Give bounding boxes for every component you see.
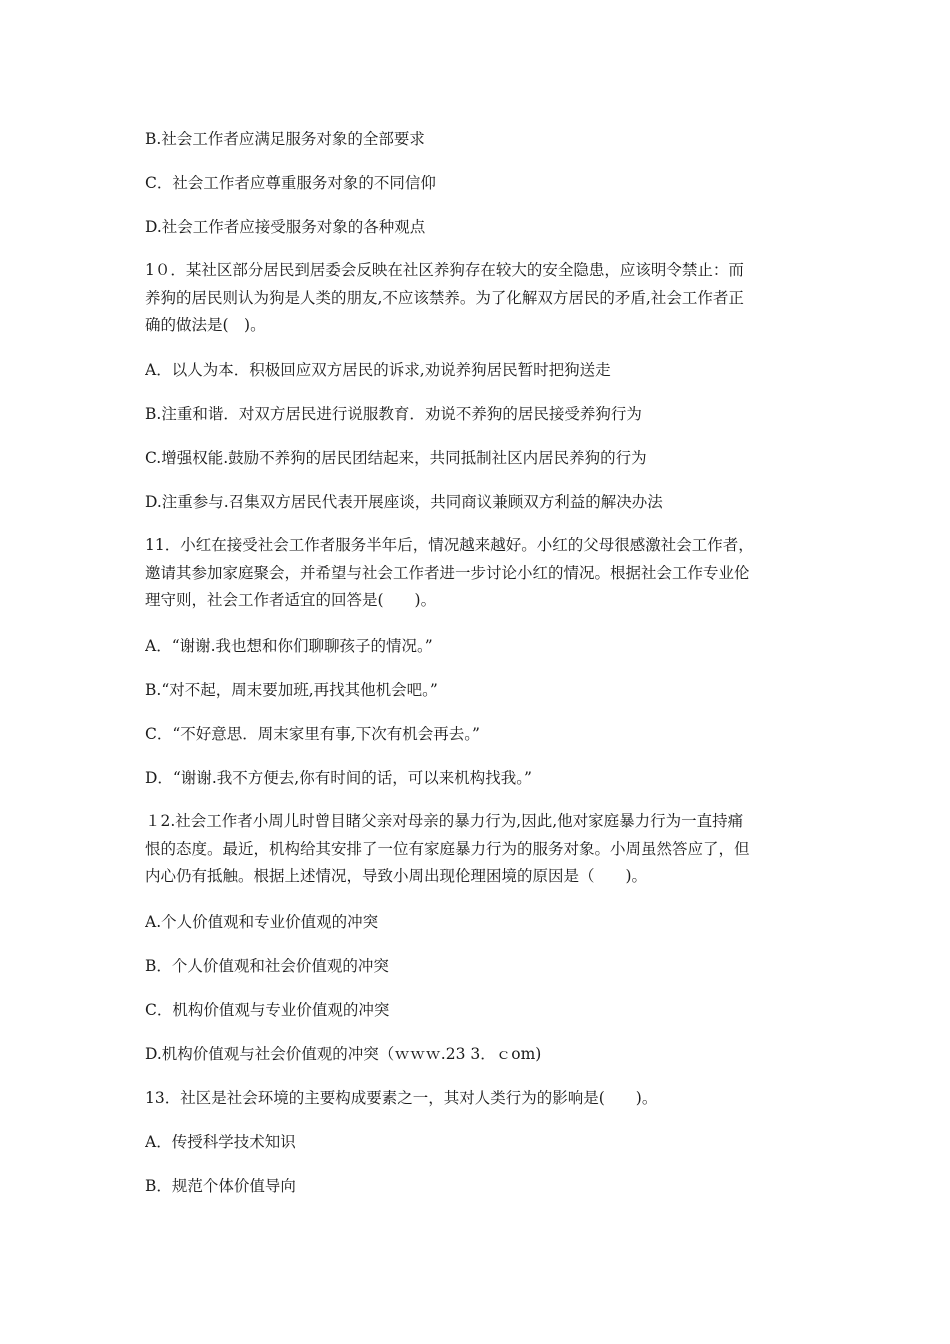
q12-option-c: C．机构价值观与专业价值观的冲突 — [145, 1001, 390, 1019]
q12-option-a: A.个人价值观和专业价值观的冲突 — [145, 913, 379, 931]
q9-option-d: D.社会工作者应接受服务对象的各种观点 — [145, 218, 426, 236]
q11-stem-line: 邀请其参加家庭聚会，并希望与社会工作者进一步讨论小红的情况。根据社会工作专业伦 — [145, 563, 750, 582]
q10-option-a: A．以人为本．积极回应双方居民的诉求,劝说养狗居民暂时把狗送走 — [145, 361, 611, 379]
q10-stem-line: 养狗的居民则认为狗是人类的朋友,不应该禁养。为了化解双方居民的矛盾,社会工作者正 — [145, 288, 744, 307]
q10-stem-line: 确的做法是( )。 — [145, 316, 266, 334]
q11-option-d: D．“谢谢.我不方便去,你有时间的话，可以来机构找我。” — [145, 769, 532, 787]
q12-stem-line: １2.社会工作者小周儿时曾目睹父亲对母亲的暴力行为,因此,他对家庭暴力行为一直持痛 — [145, 812, 744, 830]
q12-option-b: B．个人价值观和社会价值观的冲突 — [145, 957, 389, 975]
q11-option-a: A．“谢谢.我也想和你们聊聊孩子的情况。” — [145, 637, 433, 655]
q12-stem — [145, 808, 810, 891]
q12-option-d: D.机构价值观与社会价值观的冲突（ｗｗｗ.23 3．ｃom) — [145, 1045, 542, 1063]
q13-option-b: B．规范个体价值导向 — [145, 1177, 296, 1195]
q13-stem: 13．社区是社会环境的主要构成要素之一，其对人类行为的影响是( )。 — [145, 1089, 658, 1107]
q10-option-d: D.注重参与.召集双方居民代表开展座谈，共同商议兼顾双方利益的解决办法 — [145, 493, 663, 511]
q10-option-b: B.注重和谐．对双方居民进行说服教育．劝说不养狗的居民接受养狗行为 — [145, 405, 642, 423]
q9-option-c: C．社会工作者应尊重服务对象的不同信仰 — [145, 174, 436, 192]
q12-stem-line: 内心仍有抵触。根据上述情况，导致小周出现伦理困境的原因是（ )。 — [145, 867, 648, 885]
q11-option-b: B.“对不起，周末要加班,再找其他机会吧。” — [145, 681, 438, 699]
q10-option-c: C.增强权能.鼓励不养狗的居民团结起来，共同抵制社区内居民养狗的行为 — [145, 449, 647, 467]
q10-stem — [145, 257, 810, 340]
q13-option-a: A．传授科学技术知识 — [145, 1133, 296, 1151]
q12-stem-line: 恨的态度。最近，机构给其安排了一位有家庭暴力行为的服务对象。小周虽然答应了，但 — [145, 839, 750, 858]
q9-option-b: B.社会工作者应满足服务对象的全部要求 — [145, 130, 425, 148]
q11-stem — [145, 532, 810, 615]
q11-stem-line: 11．小红在接受社会工作者服务半年后，情况越来越好。小红的父母很感激社会工作者， — [145, 536, 754, 554]
q11-option-c: C．“不好意思．周末家里有事,下次有机会再去。” — [145, 725, 480, 743]
q11-stem-line: 理守则，社会工作者适宜的回答是( )。 — [145, 591, 437, 609]
q10-stem-line: 1０．某社区部分居民到居委会反映在社区养狗存在较大的安全隐患，应该明令禁止：而 — [145, 261, 744, 279]
